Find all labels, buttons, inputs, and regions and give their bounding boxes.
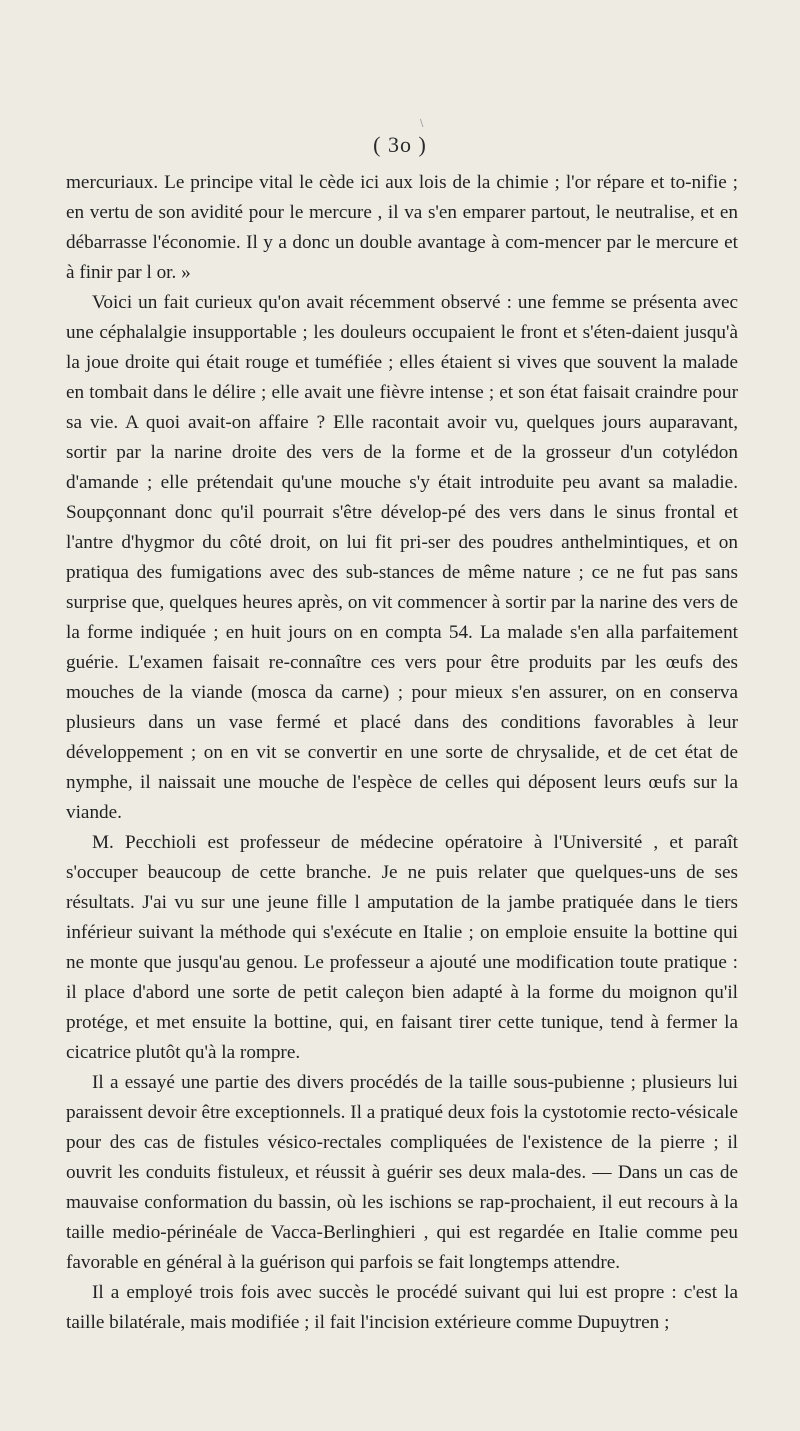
paragraph-4: Il a essayé une partie des divers procédés de la taille sous-pubienne ; plusieurs lui paraissent devoir être exceptionnels. Il a pratiqué deux fois la cystotomie recto-vésicale pour des cas de fistules vésico-rectales compliquées de l'existence de la pierre ; il ouvrit les conduits fistuleux, et réussit à guérir ses deux mala-des. — Dans un cas de mauvaise conformation du bassin, où les ischions se rap-prochaient, il eut recours à la taille medio-périnéale de Vacca-Berlinghieri , qui est regardée en Italie comme peu favorable en général à la guérison qui parfois se fait longtemps attendre. [66, 1072, 738, 1273]
paragraph-5: Il a employé trois fois avec succès le procédé suivant qui lui est propre : c'est la taille bilatérale, mais modifiée ; il fait l'incision extérieure comme Dupuytren ; [66, 1282, 738, 1333]
body-text [66, 168, 738, 1338]
ink-mark: \ [420, 118, 424, 129]
page-number: ( 3o ) [373, 132, 427, 157]
paragraph-1: mercuriaux. Le principe vital le cède ici aux lois de la chimie ; l'or répare et to-nifie ; en vertu de son avidité pour le mercure , il va s'en emparer partout, le neutralise, et en débarrasse l'économie. Il y a donc un double avantage à com-mencer par le mercure et à finir par l or. » [66, 172, 738, 283]
paragraph-2: Voici un fait curieux qu'on avait récemment observé : une femme se présenta avec une céphalalgie insupportable ; les douleurs occupaient le front et s'éten-daient jusqu'à la joue droite qui était rouge et tuméfiée ; elles étaient si vives que souvent la malade en tombait dans le délire ; elle avait une fièvre intense ; et son état faisait craindre pour sa vie. A quoi avait-on affaire ? Elle racontait avoir vu, quelques jours auparavant, sortir par la narine droite des vers de la forme et de la grosseur d'un cotylédon d'amande ; elle prétendait qu'une mouche s'y était introduite peu avant sa maladie. Soupçonnant donc qu'il pourrait s'être dévelop-pé des vers dans le sinus frontal et l'antre d'hygmor du côté droit, on lui fit pri-ser des poudres anthelmintiques, et on pratiqua des fumigations avec des sub-stances de même nature ; ce ne fut pas sans surprise que, quelques heures après, on vit commencer à sortir par la narine des vers de la forme indiquée ; en huit jours on en compta 54. La malade s'en alla parfaitement guérie. L'examen faisait re-connaître ces vers pour être produits par les œufs des mouches de la viande (mosca da carne) ; pour mieux s'en assurer, on en conserva plusieurs dans un vase fermé et placé dans des conditions favorables à leur développement ; on en vit se convertir en une sorte de chrysalide, et de cet état de nymphe, il naissait une mouche de l'espèce de celles qui déposent leurs œufs sur la viande. [66, 292, 738, 823]
paragraph-3: M. Pecchioli est professeur de médecine opératoire à l'Université , et paraît s'occuper beaucoup de cette branche. Je ne puis relater que quelques-uns de ses résultats. J'ai vu sur une jeune fille l amputation de la jambe pratiquée dans le tiers inférieur suivant la méthode qui s'exécute en Italie ; on emploie ensuite la bottine qui ne monte que jusqu'au genou. Le professeur a ajouté une modification toute pratique : il place d'abord une sorte de petit caleçon bien adapté à la forme du moignon qu'il protége, et met ensuite la bottine, qui, en faisant tirer cette tunique, tend à fermer la cicatrice plutôt qu'à la rompre. [66, 832, 738, 1063]
